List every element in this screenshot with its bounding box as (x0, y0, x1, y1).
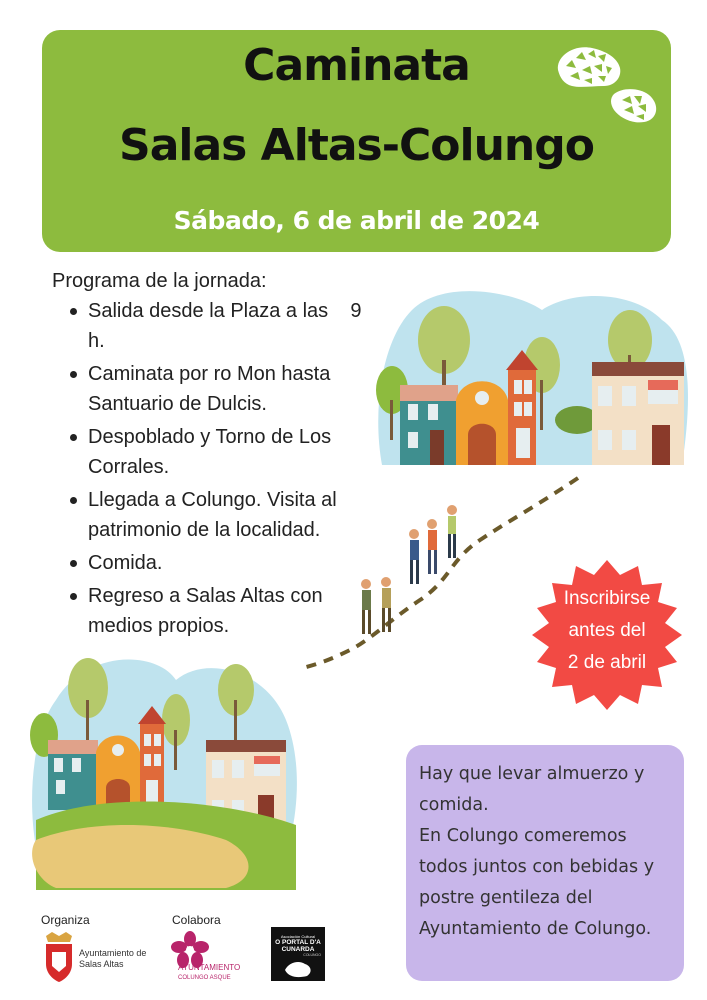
portal-logo-place: COLUNGO (303, 953, 321, 957)
deadline-line-3: 2 de abril (567, 652, 647, 673)
event-date: Sábado, 6 de abril de 2024 (173, 206, 540, 235)
program-item: Salida desde la Plaza a las 9 h. (68, 296, 382, 356)
town-illustration-top (372, 280, 692, 470)
program-item: Regreso a Salas Altas con medios propios. (68, 581, 382, 641)
colabora-label: Colabora (172, 913, 221, 927)
town-illustration-bottom (26, 640, 301, 890)
program-item: Despoblado y Torno de Los Corrales. (68, 422, 382, 482)
organiza-label: Organiza (41, 913, 90, 927)
title-line-2: Salas Altas-Colungo (119, 120, 594, 171)
info-text: Hay que levar almuerzo y comida. En Colungo comeremos todos juntos con bebidas y postre gentileza del Ayuntamiento de Colungo. (419, 764, 655, 939)
program-item: Llegada a Colungo. Visita al patrimonio de la localidad. (68, 485, 382, 545)
deadline-line-2: antes del (568, 620, 646, 641)
program-item: Caminata por ro Mon hasta Santuario de Dulcis. (68, 359, 382, 419)
footprint-icon (552, 42, 662, 124)
org-logo-text-2: Salas Altas (79, 959, 124, 969)
hikers-group (361, 505, 457, 634)
deadline-text (527, 583, 687, 679)
info-box (406, 745, 684, 981)
colab-logo-text-1: AYUNTAMIENTO (178, 963, 241, 972)
program-title: Programa de la jornada: (52, 270, 267, 292)
title-line-1: Caminata (243, 40, 470, 91)
portal-logo-small: Asociación Cultural (280, 934, 316, 939)
portal-logo-name: O PORTAL D'A CUNARDA (275, 939, 321, 953)
colab-logo-text-2: COLUNGO ASQUE (178, 975, 231, 981)
deadline-line-1: Inscribirse (563, 588, 651, 609)
org-logo-text-1: Ayuntamiento de (79, 948, 147, 958)
header-banner (42, 30, 671, 252)
coat-of-arms-icon (42, 932, 76, 982)
portal-map-icon (283, 960, 313, 978)
program-item: Comida. (68, 548, 382, 578)
